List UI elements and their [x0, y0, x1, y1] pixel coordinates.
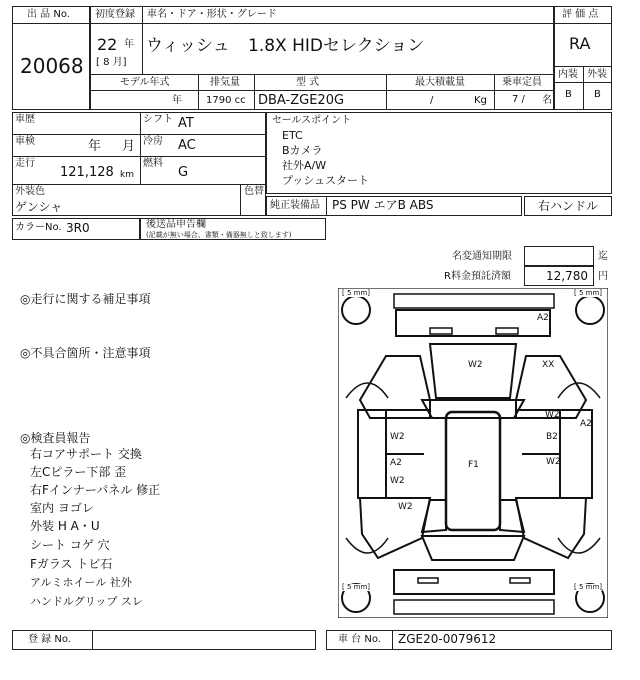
inspector-title: ◎検査員報告: [20, 431, 91, 445]
tire-tag: [ 5 mm]: [342, 289, 371, 297]
tire-icon: [576, 296, 604, 324]
color-label: 外装色: [15, 186, 45, 197]
diagram-frame: [338, 288, 608, 618]
displacement-label: 排気量: [210, 77, 240, 88]
displacement: 1790 cc: [206, 95, 246, 106]
rear-right-fender: [516, 498, 586, 558]
type-label: 型 式: [296, 77, 320, 88]
sales-label: セールスポイント: [272, 115, 352, 126]
first-reg-year: 22: [97, 35, 118, 54]
shift-value: AT: [178, 116, 194, 131]
year-unit: 年: [124, 39, 134, 50]
inspector-item: ハンドルグリップ スレ: [30, 595, 143, 608]
car-grade: 1.8X HIDセレクション: [248, 36, 425, 56]
capacity-label: 乗車定員: [502, 77, 542, 88]
driving-notes-title: ◎走行に関する補足事項: [20, 292, 151, 306]
sales-point-1: ETC: [282, 129, 303, 142]
eval-score: RA: [569, 34, 591, 53]
max-load-sep: /: [430, 95, 434, 106]
inspector-item: 室内 ヨゴレ: [30, 501, 94, 515]
model-year-label: モデル年式: [120, 77, 170, 88]
inspector-item: アルミホイール 社外: [30, 576, 132, 589]
chassis-label: 車 台 No.: [338, 634, 381, 645]
damage-mark: W2: [390, 476, 405, 486]
rear-left-fender: [360, 498, 430, 558]
recycle-label: R料金預託済額: [444, 271, 511, 282]
inspection-year-unit: 年: [88, 139, 102, 154]
damage-mark: W2: [545, 410, 560, 420]
equip-label: 純正装備品: [270, 200, 320, 211]
inspector-item: 左Cピラー下部 歪: [30, 465, 127, 479]
roof: [446, 412, 500, 530]
car-name-label: 車名・ドア・形状・グレード: [147, 9, 277, 20]
ac-label: 冷房: [143, 136, 163, 147]
mileage-label: 走行: [15, 158, 35, 169]
inspector-item: 右コアサポート 交換: [30, 447, 142, 461]
color-no-label: カラーNo.: [15, 222, 62, 233]
name-change-label: 名変通知期限: [452, 251, 512, 262]
color-value: ゲンシャ: [15, 200, 63, 214]
first-reg-label: 初度登録: [95, 9, 135, 20]
car-name: ウィッシュ: [146, 36, 230, 56]
car-damage-diagram: [338, 288, 608, 618]
capacity-value: 7 /: [512, 94, 525, 105]
shift-label: シフト: [143, 114, 173, 125]
front-left-fender: [360, 356, 430, 418]
chassis-value: ZGE20-0079612: [398, 632, 497, 646]
inspection-label: 車検: [15, 136, 35, 147]
fuel-value: G: [178, 165, 189, 180]
handle-value: 右ハンドル: [538, 199, 599, 213]
interior-label: 内装: [558, 69, 578, 80]
sales-point-2: Bカメラ: [282, 144, 323, 157]
left-side: [358, 410, 386, 498]
mileage-unit: km: [120, 170, 134, 180]
capacity-unit: 名: [542, 95, 552, 106]
damage-mark: W2: [468, 360, 483, 370]
max-load-label: 最大積載量: [415, 77, 465, 88]
after-note: (記載が無い場合、書類・備器無しと致します): [146, 231, 292, 239]
recycle-value: 12,780: [546, 269, 588, 283]
inspector-item: シート コゲ 穴: [30, 538, 110, 552]
hood: [430, 344, 516, 398]
exterior-score: B: [594, 89, 601, 100]
ac-value: AC: [178, 138, 196, 153]
fuel-label: 燃料: [143, 158, 163, 169]
max-load-unit: Kg: [474, 95, 487, 106]
mileage-value: 121,128: [60, 165, 114, 180]
damage-mark: W2: [398, 502, 413, 512]
eval-label: 評 価 点: [562, 9, 599, 20]
damage-mark: A2: [537, 313, 549, 323]
recycle-unit: 円: [598, 271, 608, 282]
tire-tag: [ 5 mm]: [574, 583, 603, 591]
name-change-box: [524, 246, 594, 266]
front-grille: [396, 310, 550, 336]
exterior-label: 外装: [587, 69, 607, 80]
first-reg-month: [ 8 月]: [96, 57, 127, 68]
type-value: DBA-ZGE20G: [258, 93, 345, 108]
damage-mark: XX: [542, 360, 555, 370]
inspection-month-unit: 月: [122, 139, 136, 154]
inspector-item: 外装 H A・U: [30, 519, 100, 533]
name-change-unit: 迄: [598, 251, 608, 262]
damage-mark: F1: [468, 460, 479, 470]
tire-tag: [ 5 mm]: [342, 583, 371, 591]
color-no: 3R0: [66, 221, 90, 235]
sales-point-3: 社外A/W: [282, 159, 327, 172]
recolor-label: 色替: [244, 186, 264, 197]
inspector-item: Fガラス トビ石: [30, 557, 113, 571]
damage-mark: A2: [580, 419, 592, 429]
after-label: 後送品申告欄: [146, 219, 206, 230]
damage-mark: A2: [390, 458, 402, 468]
inspector-item: 右Fインナーパネル 修正: [30, 483, 161, 497]
listing-no: 20068: [20, 54, 84, 78]
damage-mark: W2: [390, 432, 405, 442]
defects-title: ◎不具合箇所・注意事項: [20, 346, 151, 360]
trunk: [422, 536, 524, 560]
history-label: 車歴: [15, 114, 35, 125]
listing-no-label: 出 品 No.: [27, 9, 70, 20]
interior-score: B: [565, 89, 572, 100]
sales-point-4: プッシュスタート: [282, 174, 370, 187]
damage-mark: W2: [546, 457, 561, 467]
reg-no-label: 登 録 No.: [28, 634, 71, 645]
model-year-unit: 年: [172, 95, 182, 106]
tire-icon: [342, 296, 370, 324]
windshield: [422, 400, 524, 418]
tire-tag: [ 5 mm]: [574, 289, 603, 297]
equip-value: PS PW エアB ABS: [332, 198, 434, 212]
front-bumper: [394, 294, 554, 308]
damage-mark: B2: [546, 432, 558, 442]
